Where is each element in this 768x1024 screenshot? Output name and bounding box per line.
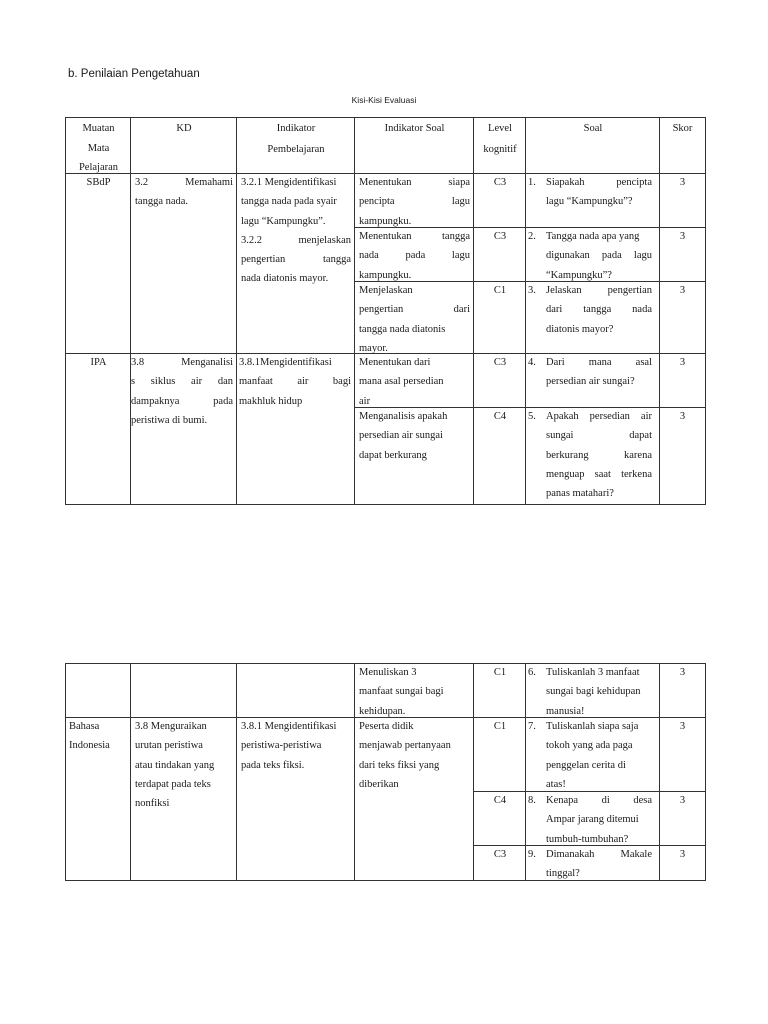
table-row-6-skor: 3 — [679, 667, 686, 678]
table-row-4-level: C3 — [493, 357, 507, 368]
table-row-2-ind-soal: Menentukan tangga nada pada lagu kampungku. — [359, 231, 470, 281]
table-title: Kisi-Kisi Evaluasi — [351, 95, 417, 105]
header-level: Level kognitif — [483, 123, 517, 155]
table-row-6-subject-cell — [66, 664, 131, 718]
table-row-6-no: 6. — [528, 667, 536, 678]
table-row-4-skor: 3 — [679, 357, 686, 368]
header-muatan: Muatan Mata Pelajaran — [78, 123, 119, 173]
table-row-4-ind-soal: Menentukan dari mana asal persedian air — [359, 357, 444, 407]
table-row-1-level: C3 — [493, 177, 507, 188]
table-row-8-skor: 3 — [679, 795, 686, 806]
table-row-1-soal: Siapakah pencipta lagu “Kampungku”? — [546, 177, 652, 208]
table-row-5-level: C4 — [493, 411, 507, 422]
bahasa-ind-soal: Peserta didik menjawab pertanyaan dari teks fiksi yang diberikan — [359, 721, 451, 790]
table-row-3-skor: 3 — [679, 285, 686, 296]
evaluation-table-1 — [65, 117, 706, 505]
sbdp-subject-cell — [66, 174, 131, 354]
table-row-9-no: 9. — [528, 849, 536, 860]
table-row-2-soal: Tangga nada apa yang digunakan pada lagu “Kampungku”? — [546, 231, 652, 281]
table-row-1-no: 1. — [528, 177, 536, 188]
header-skor: Skor — [672, 123, 693, 134]
table-row-7-soal: Tuliskanlah siapa saja tokoh yang ada paga penggelan cerita di atas! — [546, 721, 639, 790]
table-row-7-skor: 3 — [679, 721, 686, 732]
table-row-5-no: 5. — [528, 411, 536, 422]
table-row-3-no: 3. — [528, 285, 536, 296]
table-row-4-no: 4. — [528, 357, 536, 368]
table-row-9-level: C3 — [493, 849, 507, 860]
ipa-indikator: 3.8.1Mengidentifikasi manfaat air bagi makhluk hidup — [239, 357, 351, 407]
sbdp-subject: SBdP — [86, 177, 111, 188]
table-row-9-soal: Dimanakah Makale tinggal? — [546, 849, 652, 880]
table-row-1-ind-soal: Menentukan siapa pencipta lagu kampungku. — [359, 177, 470, 227]
table-row-9-skor: 3 — [679, 849, 686, 860]
table-row-2-level: C3 — [493, 231, 507, 242]
header-indikator-pembelajaran: Indikator Pembelajaran — [267, 123, 325, 155]
table-row-5-soal: Apakah persedian air sungai dapat berkurang karena menguap saat terkena panas matahari? — [546, 411, 652, 500]
table-row-5-skor: 3 — [679, 411, 686, 422]
table-row-8-level: C4 — [493, 795, 507, 806]
ipa-subject: IPA — [90, 357, 107, 368]
sbdp-indikator: 3.2.1 Mengidentifikasi tangga nada pada syair lagu “Kampungku”. 3.2.2 menjelaskan pengertian tangga nada diatonis mayor. — [241, 177, 351, 285]
ipa-subject-cell — [66, 354, 131, 504]
table-row-5-ind-soal: Menganalisis apakah persedian air sungai dapat berkurang — [359, 411, 448, 461]
table-row-6-indikator-cell — [237, 664, 355, 718]
table-row-6-kd-cell — [131, 664, 237, 718]
table-row-2-no: 2. — [528, 231, 536, 242]
bahasa-kd: 3.8 Menguraikan urutan peristiwa atau tindakan yang terdapat pada teks nonfiksi — [135, 721, 215, 810]
header-kd: KD — [176, 123, 192, 134]
table-row-1-skor: 3 — [679, 177, 686, 188]
table-row-4-soal: Dari mana asal persedian air sungai? — [546, 357, 652, 388]
table-row-8-soal: Kenapa di desa Ampar jarang ditemui tumbuh-tumbuhan? — [546, 795, 652, 845]
evaluation-table-2 — [65, 663, 706, 881]
bahasa-subject: Bahasa Indonesia — [69, 721, 110, 752]
table-row-7-no: 7. — [528, 721, 536, 732]
sbdp-kd: 3.2 Memahami tangga nada. — [135, 177, 233, 208]
bahasa-indikator: 3.8.1 Mengidentifikasi peristiwa-peristiwa pada teks fiksi. — [241, 721, 337, 771]
table-row-3-soal: Jelaskan pengertian dari tangga nada diatonis mayor? — [546, 285, 652, 335]
table-row-3-level: C1 — [493, 285, 507, 296]
section-heading: b. Penilaian Pengetahuan — [68, 68, 200, 80]
table-row-6-soal: Tuliskanlah 3 manfaat sungai bagi kehidupan manusia! — [546, 667, 641, 717]
table-row-7-level: C1 — [493, 721, 507, 732]
table-row-3-ind-soal: Menjelaskan pengertian dari tangga nada diatonis mayor. — [359, 285, 470, 354]
table-row-6-ind-soal: Menuliskan 3 manfaat sungai bagi kehidupan. — [359, 667, 444, 717]
table-row-8-no: 8. — [528, 795, 536, 806]
table-row-2-skor: 3 — [679, 231, 686, 242]
table-row-6-level: C1 — [493, 667, 507, 678]
header-indikator-soal: Indikator Soal — [384, 123, 445, 134]
ipa-kd: 3.8 Menganalisi s siklus air dan dampaknya pada peristiwa di bumi. — [131, 357, 233, 426]
header-soal: Soal — [583, 123, 603, 134]
